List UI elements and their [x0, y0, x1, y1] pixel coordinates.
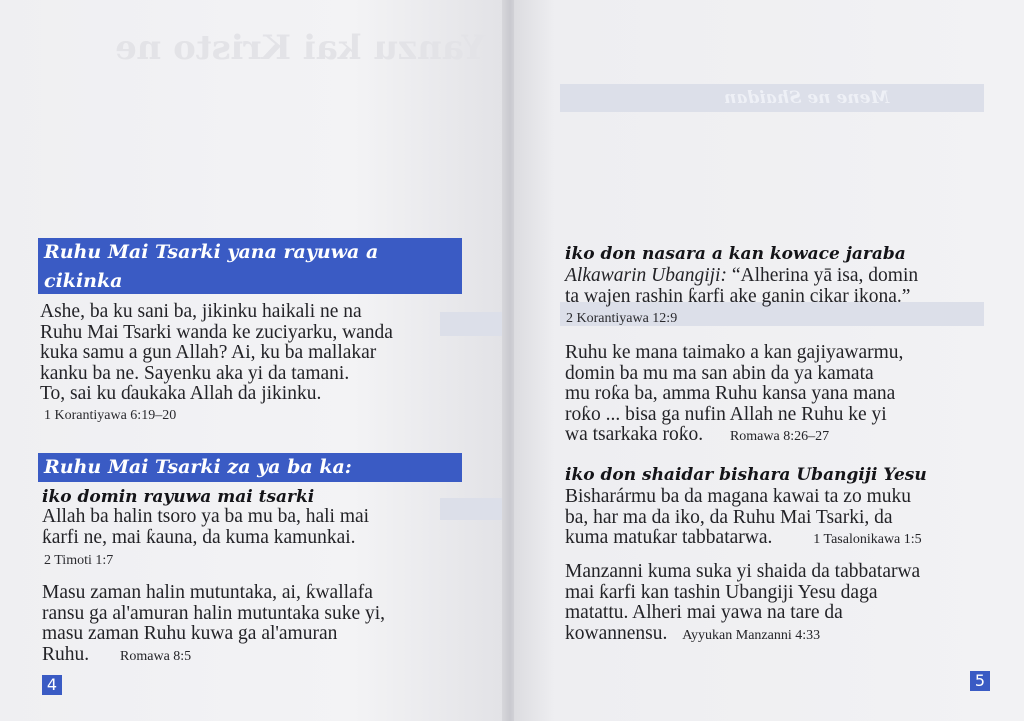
scripture-reference: 1 Korantiyawa 6:19–20 [44, 408, 177, 423]
paragraph-line: Ruhu Mai Tsarki wanda ke zuciyarku, wanda [40, 321, 393, 343]
paragraph-line: roƙo ... bisa ga nufin Allah ne Ruhu ke yi [565, 403, 887, 425]
section-heading: Ruhu Mai Tsarki za ya ba ka: [38, 453, 462, 482]
paragraph-line: Ashe, ba ku sani ba, jikinku haikali ne na [40, 301, 362, 322]
scripture-paragraph [565, 562, 920, 646]
paragraph-line: Masu zaman halin mutuntaka, ai, ƙwallafa [42, 582, 373, 603]
scripture-paragraph [40, 302, 393, 405]
scripture-paragraph [42, 583, 385, 667]
subheading: iko don shaidar bishara Ubangiji Yesu [565, 465, 927, 485]
paragraph-line: Ruhu ke mana taimako a kan gajiyawarmu, [565, 342, 904, 363]
scripture-reference: 1 Tasalonikawa 1:5 [813, 532, 922, 547]
paragraph-line: wa tsarkaka roƙo. [565, 424, 704, 445]
scripture-reference: Romawa 8:5 [120, 648, 192, 664]
ghost-title: Yanzu kai Kristo ne [115, 28, 486, 68]
subheading: iko don nasara a kan kowace jaraba [565, 244, 906, 264]
subheading: iko domin rayuwa mai tsarki [42, 487, 315, 507]
paragraph-line: “Alherina yā isa, domin [726, 265, 919, 286]
paragraph-line: kowannensu. [565, 622, 668, 644]
scripture-paragraph [565, 343, 903, 448]
section-heading: Ruhu Mai Tsarki yana rayuwa a cikinka [38, 238, 462, 294]
scripture-paragraph [42, 507, 369, 548]
promise-label: Alkawarin Ubangiji: [565, 265, 727, 286]
scripture-reference: 2 Korantiyawa 12:9 [566, 311, 678, 326]
ghost-heading: Mene ne Shaidan [724, 88, 890, 108]
paragraph-line: mu roƙa ba, amma Ruhu kansa yana mana [565, 383, 896, 404]
paragraph-line: kuka samu a gun Allah? Ai, ku ba mallakar [40, 342, 377, 363]
paragraph-line: matattu. Alheri mai yawa na tare da [565, 602, 843, 623]
paragraph-line: ransu ga al'amuran halin mutuntaka suke yi, [42, 602, 386, 624]
paragraph-line: ƙarfi ne, mai ƙauna, da kuma kamunkai. [42, 526, 356, 548]
scripture-paragraph [565, 266, 918, 307]
paragraph-line: kanku ba ne. Sayenku aka yi da tamani. [40, 362, 350, 384]
paragraph-line: domin ba mu ma san abin da ya kamata [565, 362, 874, 384]
paragraph-line: ta wajen rashin ƙarfi ake ganin cikar ikona.” [565, 285, 911, 307]
paragraph-line: To, sai ku ɗaukaka Allah da jikinku. [40, 383, 322, 404]
scripture-reference: Romawa 8:26–27 [729, 429, 830, 444]
paragraph-line: Bisharármu ba da magana kawai ta zo muku [565, 486, 912, 507]
paragraph-line: Allah ba halin tsoro ya ba mu ba, hali mai [42, 506, 370, 527]
paragraph-line: kuma matuƙar tabbatarwa. [565, 527, 773, 548]
paragraph-line: masu zaman Ruhu kuwa ga al'amuran [42, 623, 338, 644]
page-number: 4 [42, 675, 62, 695]
paragraph-line: ba, har ma da iko, da Ruhu Mai Tsarki, da [565, 506, 893, 528]
scripture-reference: Ayyukan Manzanni 4:33 [682, 627, 821, 643]
paragraph-line: Manzanni kuma suka yi shaida da tabbatarwa [565, 561, 921, 582]
page-number: 5 [970, 671, 990, 691]
right-page [514, 0, 1024, 721]
scripture-paragraph [565, 487, 922, 551]
ghost-bar [440, 498, 506, 520]
paragraph-line: Ruhu. [42, 643, 90, 665]
paragraph-line: mai ƙarfi kan tashin Ubangiji Yesu daga [565, 581, 878, 603]
ghost-bar [440, 312, 506, 336]
scripture-reference: 2 Timoti 1:7 [44, 553, 114, 568]
left-page [0, 0, 506, 721]
